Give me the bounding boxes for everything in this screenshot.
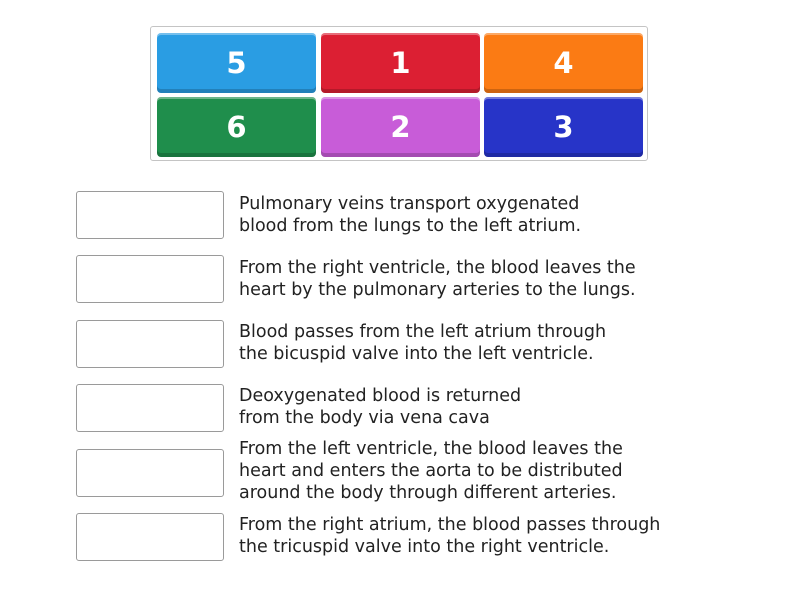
description-line: Blood passes from the left atrium through	[239, 322, 607, 342]
answer-tile[interactable]: 2	[321, 97, 480, 157]
step-description	[239, 385, 521, 429]
drop-slot[interactable]	[76, 513, 224, 561]
description-line: heart and enters the aorta to be distributed	[239, 461, 623, 481]
drop-slot[interactable]	[76, 320, 224, 368]
tile-tray	[150, 26, 648, 161]
description-line: From the right atrium, the blood passes through	[239, 515, 661, 535]
step-description	[239, 321, 606, 365]
match-row	[76, 384, 696, 434]
answer-tile[interactable]: 1	[321, 33, 480, 93]
drop-slot[interactable]	[76, 191, 224, 239]
description-line: Deoxygenated blood is returned	[239, 386, 522, 406]
description-line: heart by the pulmonary arteries to the lungs.	[239, 280, 636, 300]
description-line: Pulmonary veins transport oxygenated	[239, 194, 580, 214]
match-row	[76, 255, 696, 305]
match-row	[76, 439, 696, 503]
match-row	[76, 320, 696, 370]
answer-tile[interactable]: 4	[484, 33, 643, 93]
answer-tile[interactable]: 6	[157, 97, 316, 157]
answer-tile[interactable]: 5	[157, 33, 316, 93]
answer-tile[interactable]: 3	[484, 97, 643, 157]
description-line: blood from the lungs to the left atrium.	[239, 216, 582, 236]
description-line: around the body through different arteries.	[239, 483, 617, 503]
step-description	[239, 193, 581, 237]
step-description	[239, 438, 623, 504]
match-row	[76, 513, 696, 563]
description-line: from the body via vena cava	[239, 408, 490, 428]
description-line: the bicuspid valve into the left ventricle.	[239, 344, 594, 364]
match-row	[76, 191, 696, 241]
description-line: From the left ventricle, the blood leaves the	[239, 439, 623, 459]
step-description	[239, 514, 660, 558]
step-description	[239, 257, 636, 301]
description-line: the tricuspid valve into the right ventricle.	[239, 537, 610, 557]
drop-slot[interactable]	[76, 449, 224, 497]
description-line: From the right ventricle, the blood leaves the	[239, 258, 636, 278]
drop-slot[interactable]	[76, 384, 224, 432]
drop-slot[interactable]	[76, 255, 224, 303]
